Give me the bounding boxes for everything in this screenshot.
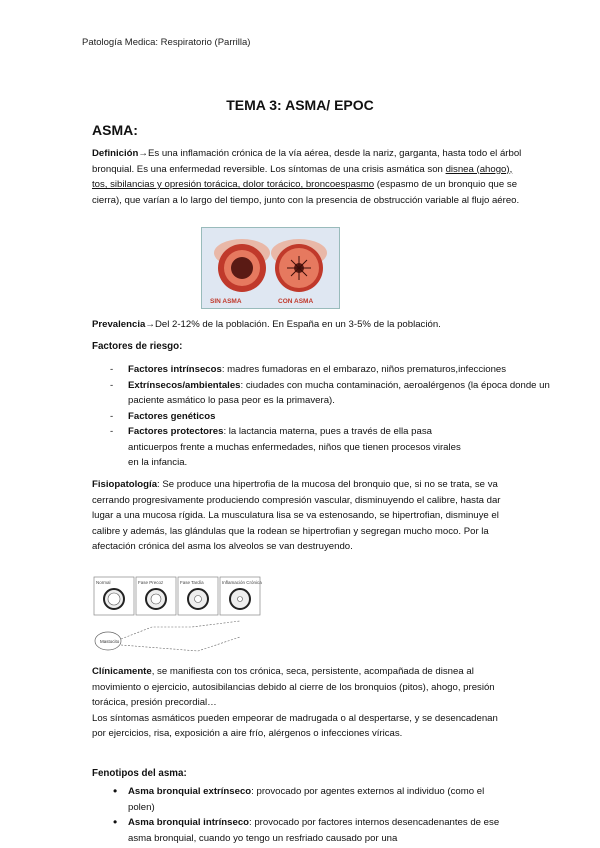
- phenotypes-list: [108, 784, 508, 846]
- arrow-icon: →: [145, 319, 155, 330]
- list-item: - Factores protectores: la lactancia materna, pues a través de ella pasa anticuerpos frente a muchas enfermedades, niños que tienen procesos virales en la infancia.: [108, 424, 468, 471]
- caption-sin-asma: SIN ASMA: [210, 298, 242, 305]
- pathophysiology-paragraph: Fisiopatología: Se produce una hipertrofia de la mucosa del bronquio que, si no se trata, se va cerrando progresivamente produciendo compresión vascular, disminuyendo el calibre, hasta dar lugar a una mucosa rígida. La musculatura lisa se va estenosando, se hipertrofian, disminuye el calibre y además, las glándulas que la rodean se hipertrofian y segregan mucho moco. Por la afectación crónica del asma los alveolos se van destruyendo.: [92, 479, 501, 552]
- list-item: - Factores intrínsecos: madres fumadoras en el embarazo, niños prematuros,infecciones: [108, 362, 588, 378]
- stage-label: Normal: [96, 580, 111, 585]
- definition-paragraph: Definición→Es una inflamación crónica de la vía aérea, desde la nariz, garganta, hasta todo el árbol bronquial. Es una enfermedad reversible. Los síntomas de una crisis asmática son disnea (ahogo), tos, sibilancias y opresión torácica, dolor torácico, broncoespasmo (espasmo de un bronquio que se cierra), que varían a lo largo del tiempo, junto con la presencia de obstrucción variable al flujo aéreo.: [92, 148, 522, 206]
- list-item: - Factores genéticos: [108, 409, 588, 425]
- page-header: Patología Medica: Respiratorio (Parrilla): [82, 37, 251, 48]
- stage-label: Fase Tardía: [180, 580, 204, 585]
- risk-factors-heading: Factores de riesgo:: [92, 341, 183, 352]
- risk-factors-list: [108, 362, 588, 471]
- arrow-icon: →: [138, 148, 148, 159]
- stage-label: Fase Precoz: [138, 580, 164, 585]
- pathophysiology-diagram: [92, 575, 262, 657]
- airway-comparison-image: [201, 227, 340, 309]
- start-label: Mastocito: [100, 639, 120, 644]
- list-item: - Extrínsecos/ambientales: ciudades con mucha contaminación, aeroalérgenos (la época donde un paciente asmático lo pasa peor es la primavera).: [108, 378, 588, 409]
- definition-label: Definición: [92, 148, 139, 159]
- prevalence-paragraph: Prevalencia→Del 2-12% de la población. En España en un 3-5% de la población.: [92, 319, 441, 330]
- caption-con-asma: CON ASMA: [278, 298, 314, 305]
- stage-label: Inflamación Crónica: [222, 580, 262, 585]
- symptoms-list: disnea (ahogo), tos, sibilancias y opresión torácica, dolor torácico, broncoespasmo: [92, 163, 513, 190]
- page-title: TEMA 3: ASMA/ EPOC: [226, 97, 374, 113]
- list-item: • Asma bronquial intrínseco: provocado por factores internos desencadenantes de ese asma bronquial, cuando yo tengo un resfriado causado por una: [108, 815, 508, 846]
- clinical-paragraph: Clínicamente, se manifiesta con tos crónica, seca, persistente, acompañada de disnea al movimiento o ejercicio, autosibilancias debido al cierre de los bronquios (pitos), ahogo, presión torácica, presión precordial… Los síntomas asmáticos pueden empeorar de madrugada o al despertarse, y se desencadenan por ejercicios, risa, exposición a aire frío, alérgenos o infecciones víricas.: [92, 666, 498, 739]
- list-item: • Asma bronquial extrínseco: provocado por agentes externos al individuo (como el polen): [108, 784, 508, 815]
- phenotypes-heading: Fenotipos del asma:: [92, 768, 187, 779]
- section-heading: ASMA:: [92, 122, 138, 138]
